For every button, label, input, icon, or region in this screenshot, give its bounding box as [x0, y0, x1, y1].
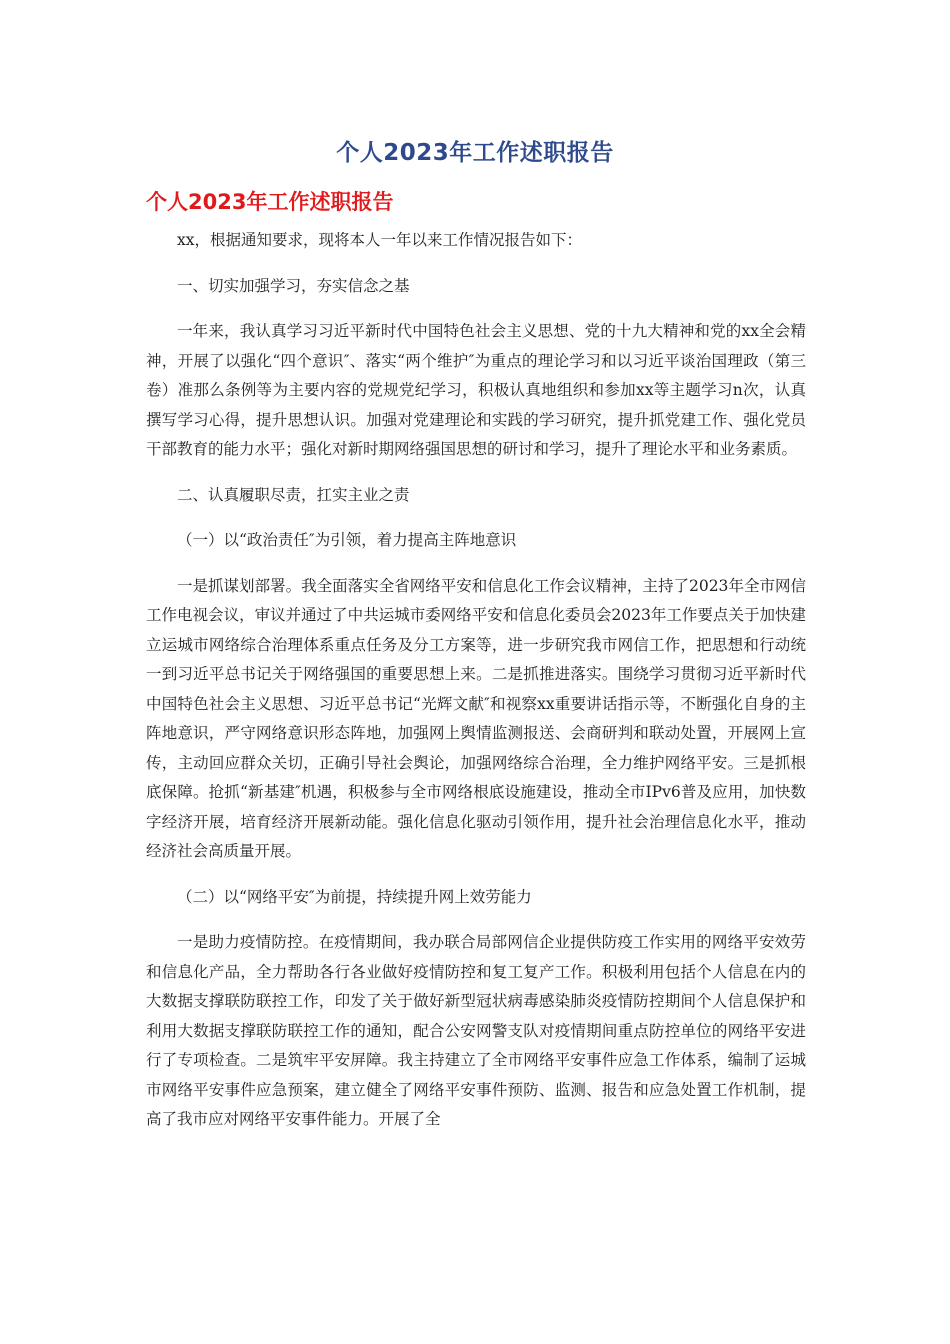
section-heading-2: 二、认真履职尽责，扛实主业之责 — [177, 485, 410, 504]
paragraph-intro: xx，根据通知要求，现将本人一年以来工作情况报告如下： — [177, 231, 582, 249]
subsection-heading-1: （一）以“政治责任″为引领，着力提高主阵地意识 — [177, 531, 517, 549]
document-body — [146, 226, 806, 1135]
document-subtitle: 个人2023年工作述职报告 — [146, 190, 394, 214]
paragraph-political-responsibility: 一是抓谋划部署。我全面落实全省网络平安和信息化工作会议精神，主持了2023年全市网信工作电视会议，审议并通过了中共运城市委网络平安和信息化委员会2023年工作要点关于加快建立运城市网络综合治理体系重点任务及分工方案等，进一步研究我市网信工作，把思想和行动统一到习近平总书记关于网络强国的重要思想上来。二是抓推进落实。围绕学习贯彻习近平新时代中国特色社会主义思想、习近平总书记“光辉文献″和视察xx重要讲话指示等，不断强化自身的主阵地意识，严守网络意识形态阵地，加强网上舆情监测报送、会商研判和联动处置，开展网上宣传，主动回应群众关切，正确引导社会舆论，加强网络综合治理，全力维护网络平安。三是抓根底保障。抢抓“新基建″机遇，积极参与全市网络根底设施建设，推动全市IPv6普及应用，加快数字经济开展，培育经济开展新动能。强化信息化驱动引领作用，提升社会治理信息化水平，推动经济社会高质量开展。 — [146, 576, 806, 860]
section-heading-1: 一、切实加强学习，夯实信念之基 — [177, 276, 410, 295]
document-title: 个人2023年工作述职报告 — [336, 140, 614, 166]
paragraph-study: 一年来，我认真学习习近平新时代中国特色社会主义思想、党的十九大精神和党的xx全会精神，开展了以强化“四个意识″、落实“两个维护″为重点的理论学习和以习近平谈治国理政（第三卷）准那么条例等为主要内容的党规党纪学习，积极认真地组织和参加xx等主题学习n次，认真撰写学习心得，提升思想认识。加强对党建理论和实践的学习研究，提升抓党建工作、强化党员干部教育的能力水平；强化对新时期网络强国思想的研讨和学习，提升了理论水平和业务素质。 — [146, 322, 806, 458]
subsection-heading-2: （二）以“网络平安″为前提，持续提升网上效劳能力 — [177, 887, 532, 906]
paragraph-network-security: 一是助力疫情防控。在疫情期间，我办联合局部网信企业提供防疫工作实用的网络平安效劳和信息化产品，全力帮助各行各业做好疫情防控和复工复产工作。积极利用包括个人信息在内的大数据支撑联防联控工作，印发了关于做好新型冠状病毒感染肺炎疫情防控期间个人信息保护和利用大数据支撑联防联控工作的通知，配合公安网警支队对疫情期间重点防控单位的网络平安进行了专项检查。二是筑牢平安屏障。我主持建立了全市网络平安事件应急工作体系，编制了运城市网络平安事件应急预案，建立健全了网络平安事件预防、监测、报告和应急处置工作机制，提高了我市应对网络平安事件能力。开展了全 — [146, 933, 806, 1128]
